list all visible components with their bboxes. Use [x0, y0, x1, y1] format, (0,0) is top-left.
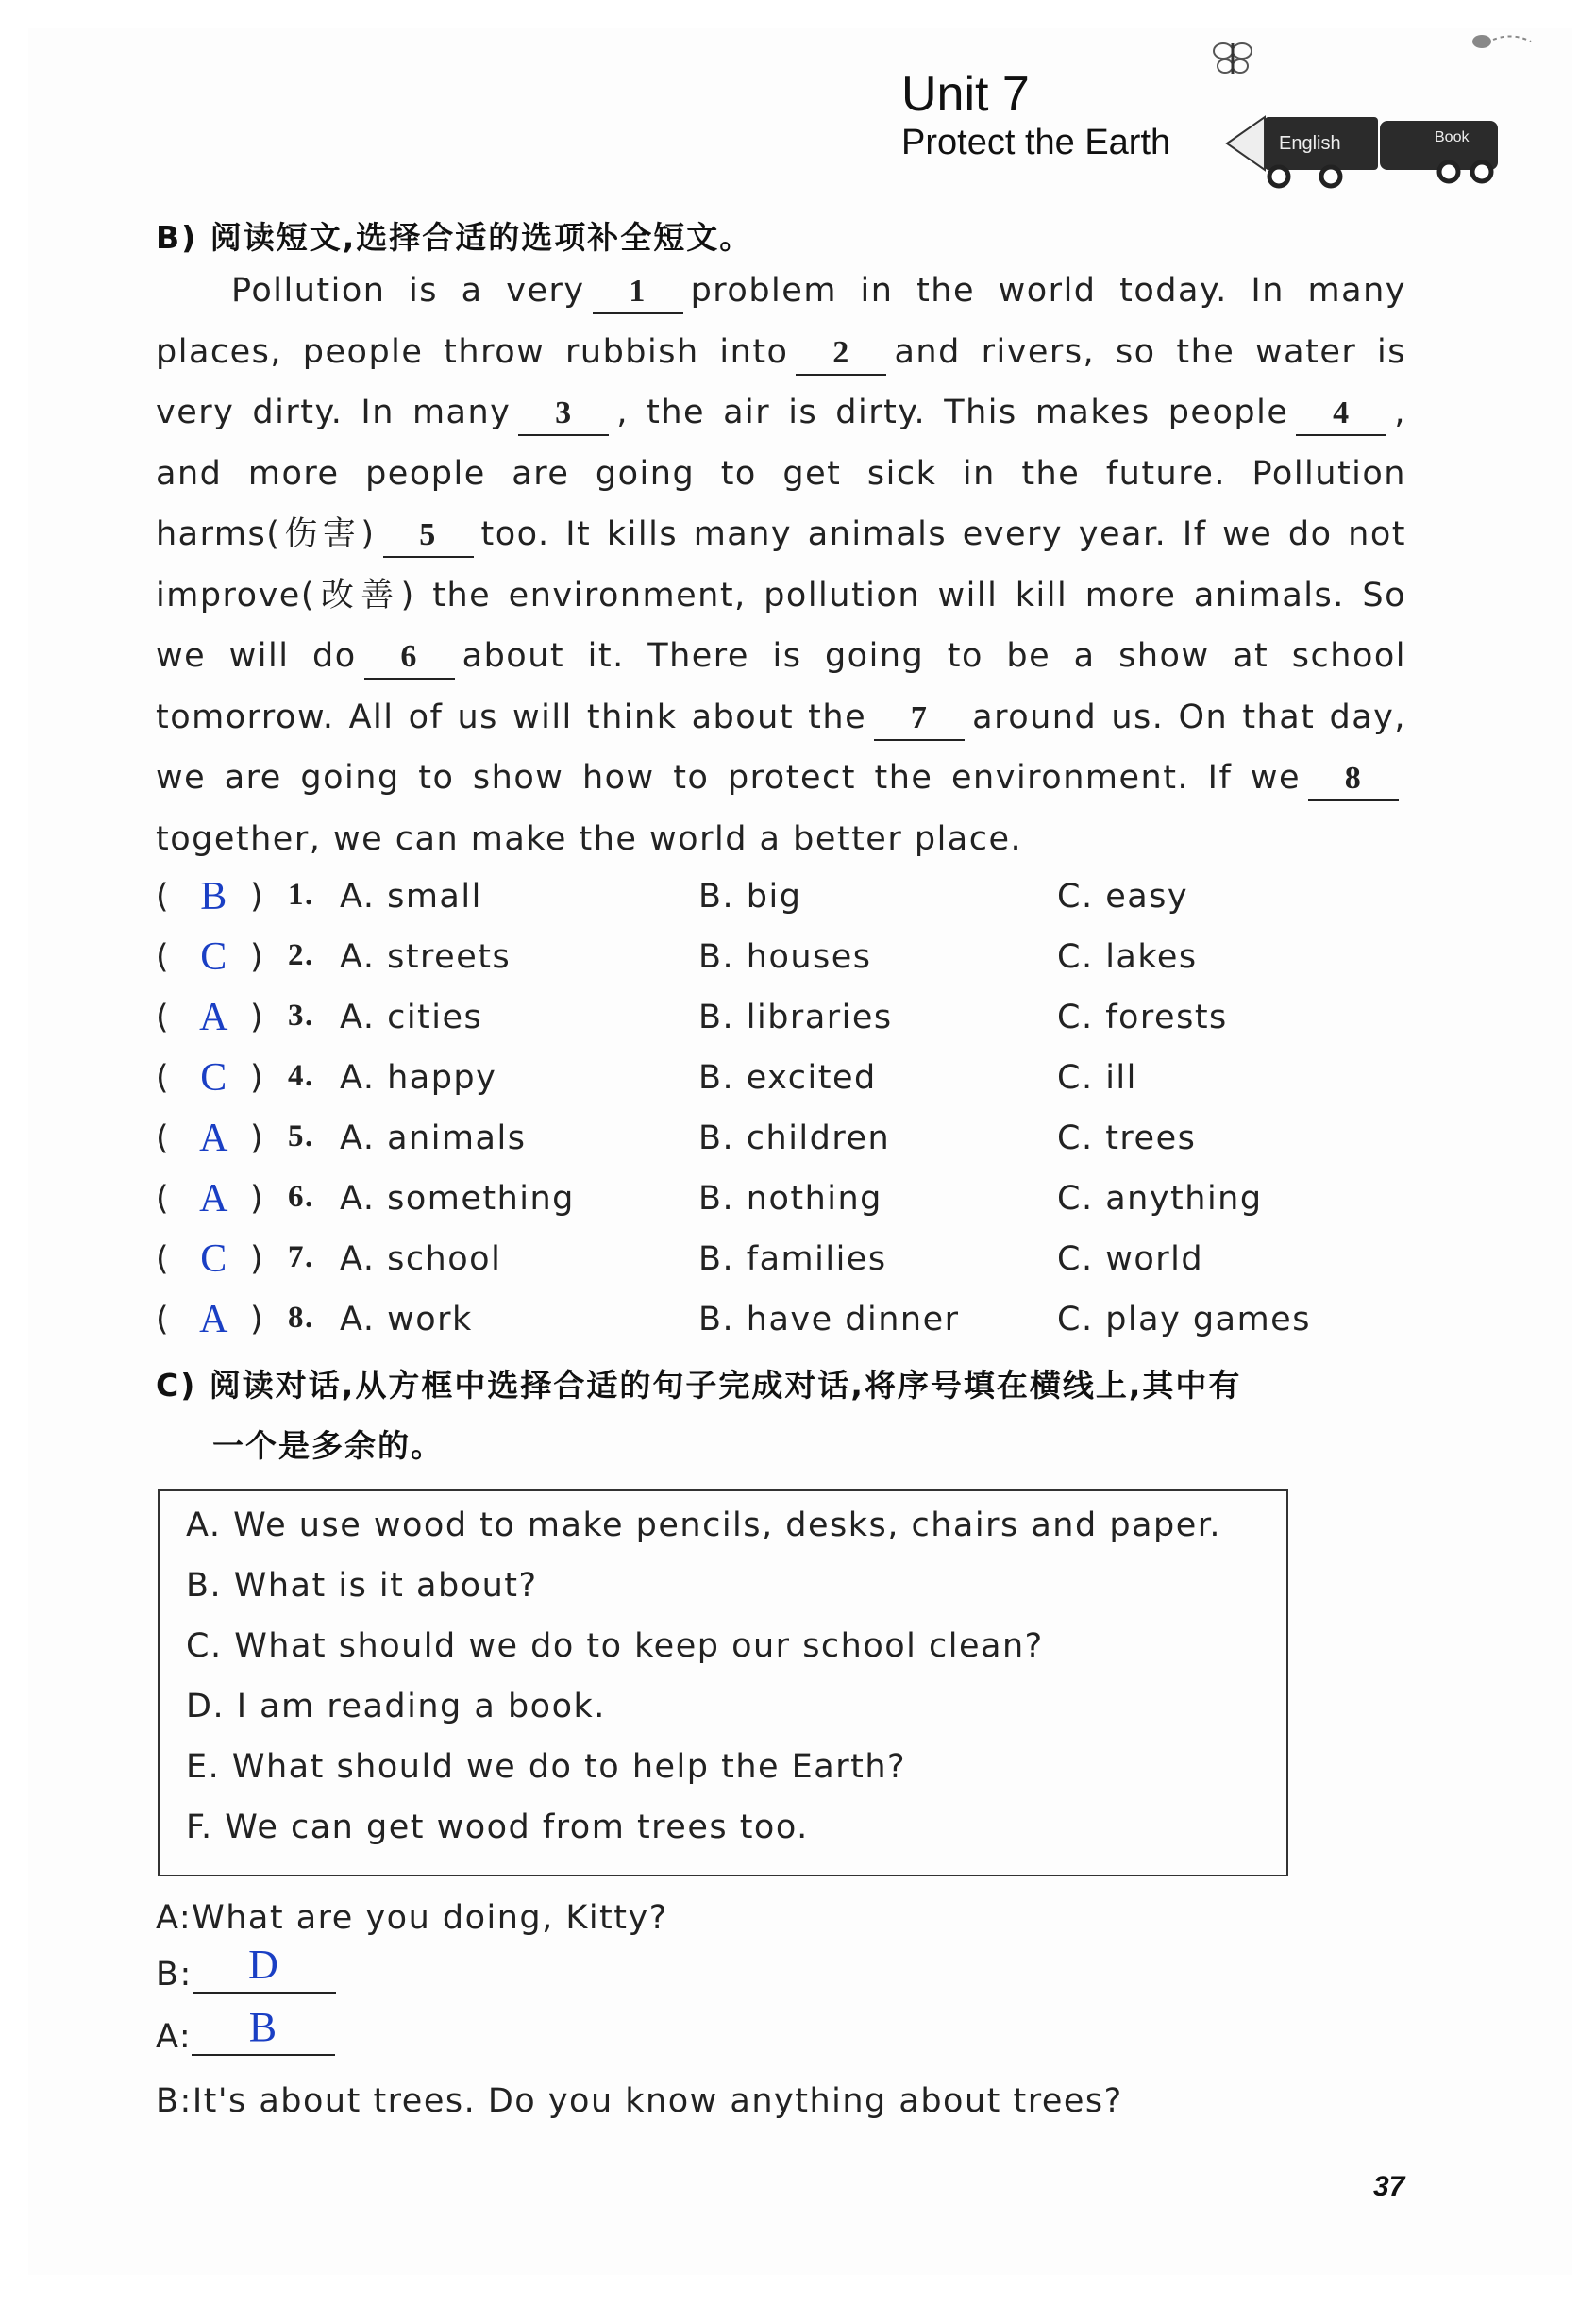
passage-blank: 8: [1308, 758, 1399, 801]
option-a: A. happy: [340, 1059, 497, 1097]
speaker: A:: [156, 2018, 193, 2056]
passage-blank: 1: [593, 271, 683, 314]
question-answer[interactable]: C: [200, 935, 228, 979]
passage-blank: 6: [364, 636, 455, 680]
passage-blank: 3: [518, 393, 609, 436]
option-b: B. houses: [698, 938, 872, 976]
page-number: 37: [1373, 2171, 1405, 2202]
question-number: 6.: [288, 1180, 314, 1214]
dialogue-answer-blank[interactable]: B: [192, 2007, 335, 2056]
unit-title: Protect the Earth: [901, 123, 1171, 162]
option-a: A. school: [340, 1240, 502, 1278]
pencil-label: English: [1279, 133, 1341, 154]
bee-icon: [1472, 35, 1531, 48]
option-a: A. work: [340, 1301, 473, 1338]
option-c: C. world: [1057, 1240, 1204, 1278]
passage-text: , the air is dirty. This makes people: [616, 394, 1289, 431]
passage-text: together, we can make the world a better place.: [156, 819, 1023, 858]
box-option: C. What should we do to keep our school clean?: [186, 1627, 1044, 1665]
passage-text: and rivers, so the water is very dirty. In many: [156, 332, 1406, 431]
question-answer[interactable]: B: [200, 875, 228, 918]
option-b: B. libraries: [698, 999, 893, 1036]
box-option: B. What is it about?: [186, 1567, 538, 1605]
dialogue-line: [156, 2004, 335, 2056]
question-answer[interactable]: A: [199, 1298, 229, 1341]
box-option: A. We use wood to make pencils, desks, chairs and paper.: [186, 1506, 1222, 1544]
option-c: C. ill: [1057, 1059, 1137, 1097]
speaker: B:: [156, 1956, 193, 1994]
section-c-heading: C) 阅读对话,从方框中选择合适的句子完成对话,将序号填在横线上,其中有: [156, 1367, 1242, 1404]
option-c: C. lakes: [1057, 938, 1198, 976]
unit-number: Unit 7: [901, 67, 1030, 122]
option-b: B. big: [698, 878, 802, 916]
book-label: Book: [1435, 129, 1470, 145]
question-answer[interactable]: C: [200, 1237, 228, 1281]
cloze-passage: [156, 261, 1406, 869]
dialogue-line: [156, 2082, 1123, 2120]
question-answer[interactable]: C: [200, 1056, 228, 1100]
butterfly-icon: [1214, 43, 1252, 74]
speaker: B:: [156, 2082, 193, 2120]
passage-text: problem in the world today. In many places, people throw rubbish into: [156, 272, 1406, 371]
speaker: A:: [156, 1899, 193, 1937]
box-option: E. What should we do to help the Earth?: [186, 1748, 907, 1786]
option-a: A. small: [340, 878, 482, 916]
question-number: 7.: [288, 1240, 314, 1274]
passage-text: around us. On that day, we are going to show how to protect the environment. If we: [156, 698, 1407, 797]
dialogue-answer-blank[interactable]: D: [193, 1944, 336, 1994]
option-a: A. streets: [340, 938, 512, 976]
option-b: B. families: [698, 1240, 887, 1278]
passage-text: about it. There is going to be a show at school tomorrow. All of us will think about the: [156, 637, 1406, 736]
option-c: C. play games: [1057, 1301, 1311, 1338]
option-c: C. trees: [1057, 1119, 1197, 1157]
option-b: B. children: [698, 1119, 891, 1157]
passage-blank: 7: [874, 698, 965, 741]
option-a: A. cities: [340, 999, 483, 1036]
option-b: B. excited: [698, 1059, 877, 1097]
pencil-book-illustration: [1208, 28, 1548, 189]
box-option: D. I am reading a book.: [186, 1688, 606, 1725]
dialogue-line: [156, 1899, 668, 1937]
dialogue-text: It's about trees. Do you know anything about trees?: [192, 2082, 1123, 2120]
question-number: 3.: [288, 999, 314, 1033]
question-number: 8.: [288, 1301, 314, 1335]
passage-text: Pollution is a very: [231, 272, 585, 310]
question-answer[interactable]: A: [199, 996, 229, 1039]
passage-blank: 4: [1296, 393, 1386, 436]
passage-text: , and more people are going to get sick in the future. Pollution harms(伤害): [156, 394, 1406, 553]
option-c: C. forests: [1057, 999, 1228, 1036]
sentence-option-box: [158, 1489, 1288, 1876]
option-a: A. animals: [340, 1119, 527, 1157]
section-b-heading: B) 阅读短文,选择合适的选项补全短文。: [156, 219, 753, 256]
option-b: B. have dinner: [698, 1301, 960, 1338]
passage-blank: 2: [796, 332, 886, 376]
dialogue-line: [156, 1944, 336, 1994]
passage-text: too. It kills many animals every year. If we do not improve(改善) the environment, pollution will kill more animals. So we will do: [156, 515, 1406, 675]
option-c: C. anything: [1057, 1180, 1263, 1218]
dialogue-text: What are you doing, Kitty?: [192, 1899, 668, 1937]
question-number: 1.: [288, 878, 314, 912]
question-answer[interactable]: A: [199, 1117, 229, 1160]
question-number: 2.: [288, 938, 314, 972]
box-option: F. We can get wood from trees too.: [186, 1809, 809, 1846]
passage-blank: 5: [383, 514, 474, 558]
section-c-heading-continued: 一个是多余的。: [212, 1427, 444, 1464]
question-number: 4.: [288, 1059, 314, 1093]
option-b: B. nothing: [698, 1180, 882, 1218]
question-answer[interactable]: A: [199, 1177, 229, 1220]
option-a: A. something: [340, 1180, 575, 1218]
option-c: C. easy: [1057, 878, 1189, 916]
pencil-icon: [1227, 117, 1378, 186]
question-number: 5.: [288, 1119, 314, 1153]
book-icon: [1380, 121, 1498, 181]
